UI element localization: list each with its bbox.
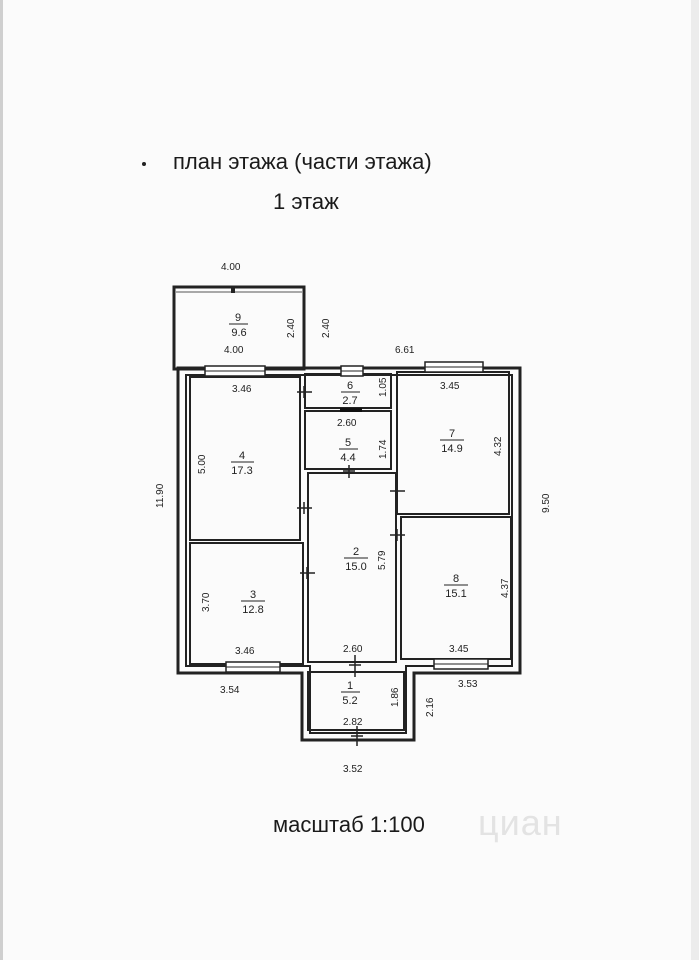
dim-house-left: 11.90 [155,483,166,508]
scale-label: масштаб 1:100 [273,812,425,837]
floor-label: 1 этаж [273,189,339,214]
room-1-number: 1 [346,680,354,692]
room-9-area: 9.6 [231,327,247,339]
dim-room1-side: 1.86 [390,687,401,707]
room-7-area: 14.9 [441,443,463,455]
dim-bottom-left-outer: 3.54 [220,685,240,696]
dim-room1-bottom: 2.82 [343,717,363,728]
dim-room7-side: 4.32 [493,436,504,456]
room-4-label [231,450,254,477]
dim-room2-bottom: 2.60 [343,644,363,655]
room-9-label [229,312,248,339]
window-room-3 [226,662,280,672]
room-2-number: 2 [352,546,360,558]
dim-terrace-top: 4.00 [221,262,241,273]
room-9-number: 9 [234,312,242,324]
room-8-number: 8 [452,573,460,585]
room-2-area: 15.0 [345,561,367,573]
dim-terrace-bottom: 4.00 [224,345,244,356]
window-room-4 [205,366,265,376]
room-3-number: 3 [249,589,257,601]
room-6-area: 2.7 [342,395,358,407]
dim-room7-top: 3.45 [440,381,460,392]
dim-room4-side: 5.00 [197,454,208,474]
dim-room3-bottom: 3.46 [235,646,255,657]
room-4-area: 17.3 [231,465,253,477]
dim-porch-right: 2.16 [425,697,436,717]
room-8-area: 15.1 [445,588,467,600]
room-3-label [241,589,265,616]
dim-terrace-right-inner: 2.40 [286,318,297,338]
window-room-7 [425,362,483,372]
dim-terrace-right-outer: 2.40 [321,318,332,338]
room-5-label [339,437,358,464]
dim-porch-bottom: 3.52 [343,764,363,775]
room-5-number: 5 [344,437,352,449]
dim-room2-side: 5.79 [377,550,388,570]
window-room-6 [341,366,363,376]
room-1-area: 5.2 [342,695,358,707]
dim-room5-side: 1.74 [378,439,389,459]
terrace-post [231,287,235,293]
room-7-number: 7 [448,428,456,440]
room-7-label [440,428,464,455]
dim-house-top-right: 6.61 [395,345,415,356]
dim-room3-side: 3.70 [201,592,212,612]
dim-room4-top: 3.46 [232,384,252,395]
dim-house-right: 9.50 [541,493,552,513]
room-1-label [341,680,360,707]
room-3-area: 12.8 [242,604,264,616]
dim-room8-bottom: 3.45 [449,644,469,655]
dim-bottom-right-outer: 3.53 [458,679,478,690]
room-4-number: 4 [238,450,246,462]
room-6-label [341,380,360,407]
dim-room8-side: 4.37 [500,578,511,598]
room-6-number: 6 [346,380,354,392]
window-room-8 [434,659,488,669]
room-8-label [444,573,468,600]
room-5-area: 4.4 [340,452,356,464]
dim-room5-top: 2.60 [337,418,357,429]
watermark: циан [478,802,563,843]
door-room-5-6 [340,408,362,412]
room-2-label [344,546,368,573]
dim-room6-side: 1.05 [378,377,389,397]
plan-title: план этажа (части этажа) [173,149,432,174]
